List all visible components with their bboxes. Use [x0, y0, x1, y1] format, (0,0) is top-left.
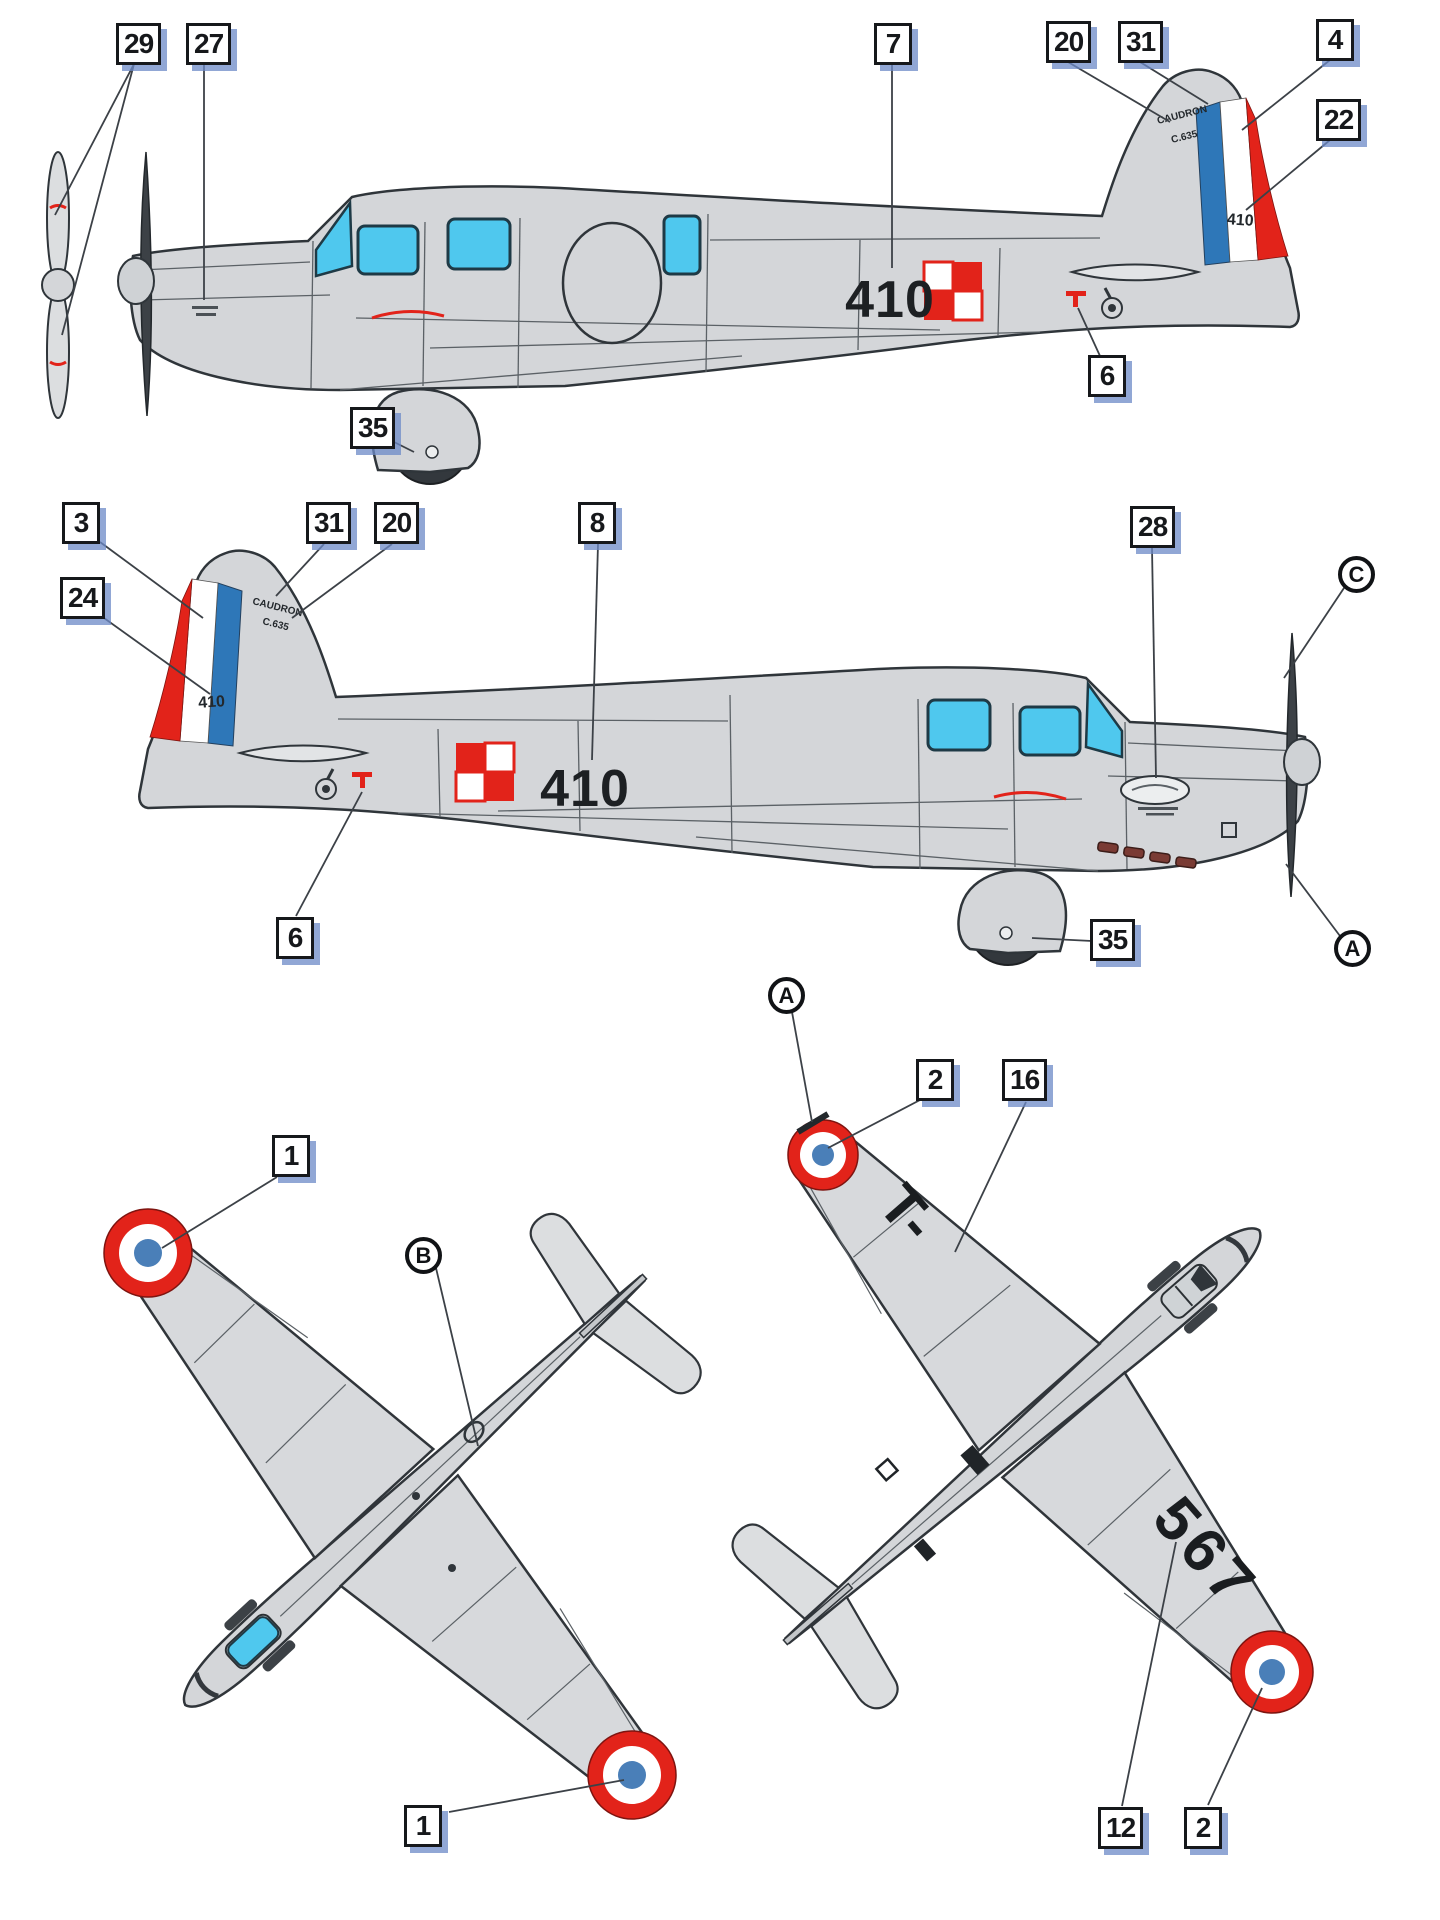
aircraft-side-left-profile [139, 551, 1320, 965]
callout-31-mid: 31 [306, 502, 351, 544]
callout-12: 12 [1098, 1807, 1143, 1849]
roundel [588, 1731, 676, 1819]
callout-24: 24 [60, 577, 105, 619]
callout-29: 29 [116, 23, 161, 65]
callout-16: 16 [1002, 1059, 1047, 1101]
ref-letter-A-mid: A [1334, 930, 1371, 967]
callout-27: 27 [186, 23, 231, 65]
inspection-dot [448, 1564, 456, 1572]
callout-31-top: 31 [1118, 21, 1163, 63]
callout-6-top: 6 [1088, 355, 1126, 397]
callout-35-top: 35 [350, 407, 395, 449]
callout-2-upper: 2 [916, 1059, 954, 1101]
ref-letter-B: B [405, 1237, 442, 1274]
fuselage-code: 410 [540, 760, 630, 818]
rear-window [664, 216, 700, 274]
callout-1-upper: 1 [272, 1135, 310, 1177]
wing-number-code: 567 [1139, 1484, 1272, 1622]
callout-6-mid: 6 [276, 917, 314, 959]
callout-35-mid: 35 [1090, 919, 1135, 961]
callout-4: 4 [1316, 19, 1354, 61]
roundel [1231, 1631, 1313, 1713]
fin-name-line2: C.635 [1170, 128, 1199, 146]
wing-letter-code: T- [866, 1172, 950, 1254]
callout-28: 28 [1130, 506, 1175, 548]
propeller-front-view [42, 152, 74, 418]
aircraft-side-right-profile [42, 70, 1299, 484]
callout-7: 7 [874, 23, 912, 65]
ref-letter-A-bottom: A [768, 977, 805, 1014]
callout-2-lower: 2 [1184, 1807, 1222, 1849]
fuselage-code: 410 [845, 271, 935, 329]
fin-name-line2: C.635 [261, 616, 290, 634]
callout-3: 3 [62, 502, 100, 544]
callout-20-top: 20 [1046, 21, 1091, 63]
callout-8: 8 [578, 502, 616, 544]
roundel [104, 1209, 192, 1297]
ref-letter-C: C [1338, 556, 1375, 593]
callout-22: 22 [1316, 99, 1361, 141]
callout-20-mid: 20 [374, 502, 419, 544]
rudder-code: 410 [1226, 211, 1255, 230]
inspection-dot [412, 1492, 420, 1500]
fin-name-line1: CAUDRON [1156, 103, 1209, 127]
rudder-code: 410 [197, 693, 226, 712]
callout-1-lower: 1 [404, 1805, 442, 1847]
fin-name-line1: CAUDRON [251, 596, 304, 620]
aircraft-bottom-view [0, 1003, 900, 1920]
